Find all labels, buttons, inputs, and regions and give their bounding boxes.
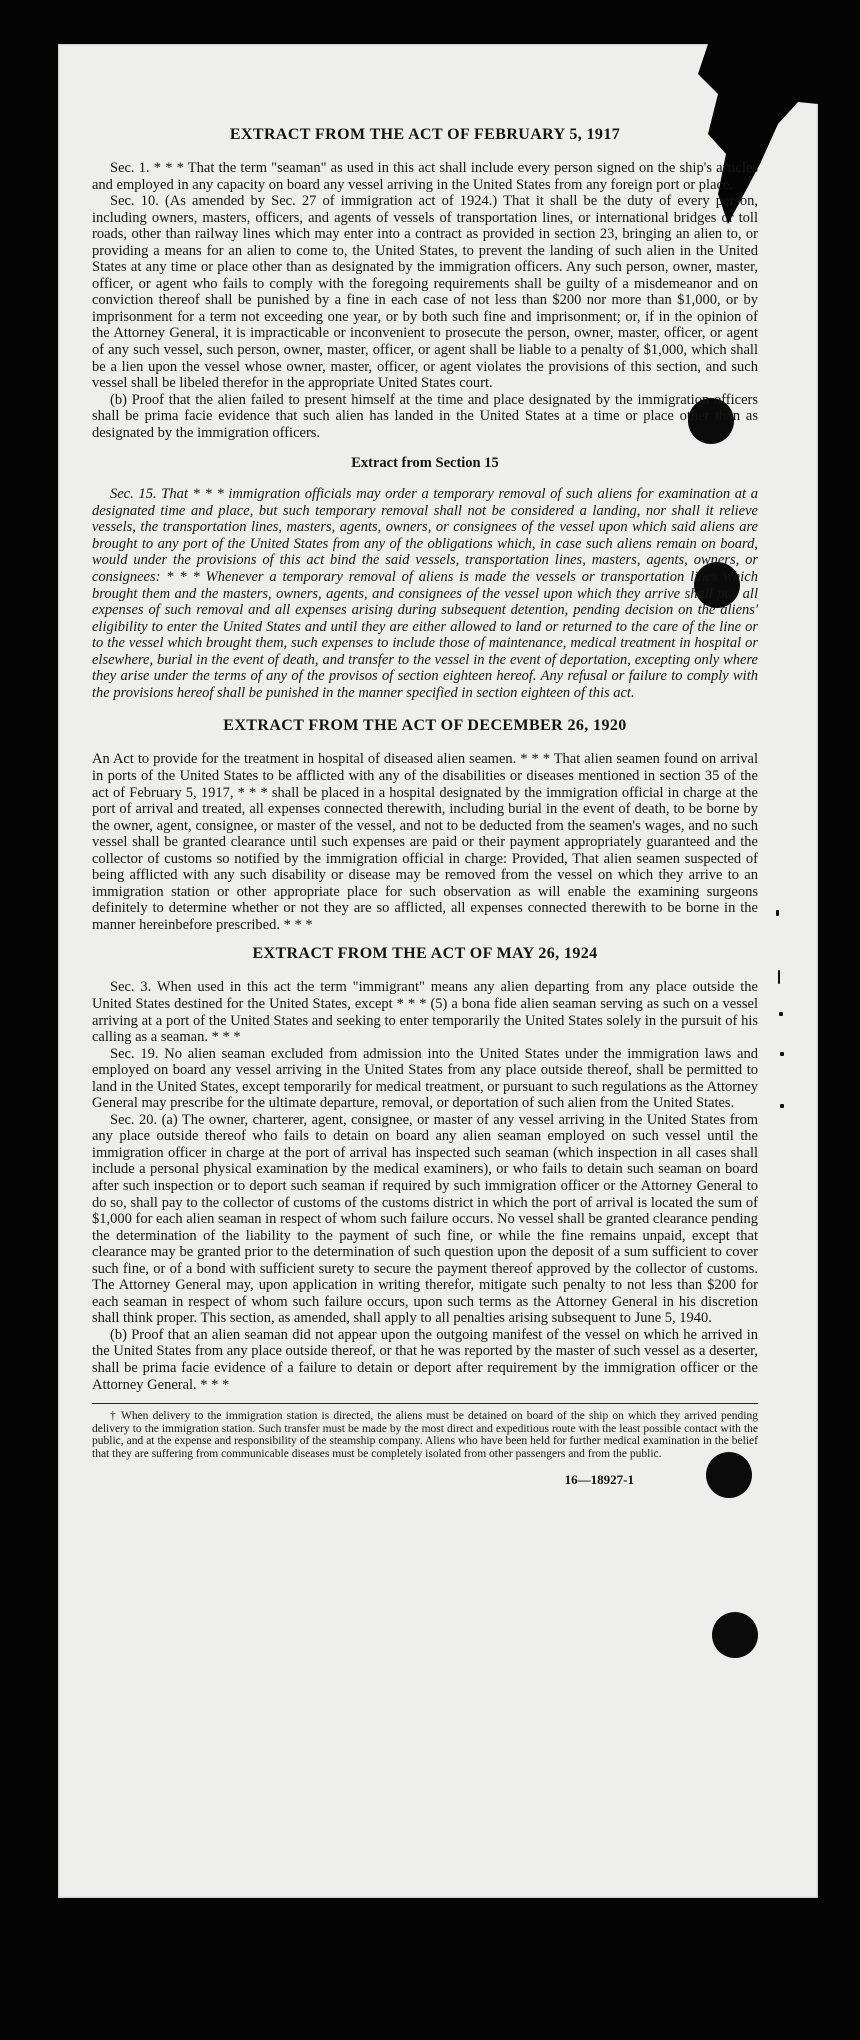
punch-hole — [712, 1612, 758, 1658]
section-heading: EXTRACT FROM THE ACT OF DECEMBER 26, 1920 — [223, 717, 627, 735]
margin-mark — [776, 910, 779, 916]
footnote: † When delivery to the immigration station is directed, the aliens must be detained on board of the ship on which they arrived pending delivery to the immigration station. Such transfer must be made by the most direct and expeditious route with the least possible contact with the public, and at the expense and responsibility of the steamship company. Aliens who have been held for further medical examination in the belief that they are suffering from communicable diseases must be completely isolated from other passengers and from the public. — [92, 1410, 758, 1460]
document-body — [92, 126, 758, 1489]
paragraph: Sec. 1. * * * That the term "seaman" as used in this act shall include every person signed on the ship's articles and employed in any capacity on board any vessel arriving in the United States from any foreign port or place. — [92, 160, 758, 193]
paragraph: (b) Proof that an alien seaman did not appear upon the outgoing manifest of the vessel on which he arrived in the United States from any place outside thereof, or that he was reported by the master of such vessel as a deserter, shall be prima facie evidence of a failure to detain or deport after requirement by the immigration officer or the Attorney General. * * * — [92, 1326, 758, 1393]
paragraph: Sec. 19. No alien seaman excluded from admission into the United States under the immigration laws and employed on board any vessel arriving in the United States from any place outside thereof, shall be permitted to land in the United States, except temporarily for medical treatment, or pursuant to such regulations as the Attorney General may prescribe for the ultimate departure, removal, or deportation of such alien from the United States. — [92, 1045, 758, 1112]
section-heading: EXTRACT FROM THE ACT OF MAY 26, 1924 — [252, 945, 598, 963]
paragraph: An Act to provide for the treatment in hospital of diseased alien seamen. * * * That alien seamen found on arrival in ports of the United States to be afflicted with any of the disabilities or diseases mentioned in section 35 of the act of February 5, 1917, * * * shall be placed in a hospital designated by the immigration official in charge at the port of arrival and treated, all expenses connected therewith, including burial in the event of death, to be borne by the owner, agent, consignee, or master of the vessel, and not to be deducted from the seamen's wages, and no such vessel shall be granted clearance until such expenses are paid or their payment appropriately guaranteed and the collector of customs so notified by the immigration official in charge: Provided, That alien seamen suspected of being afflicted with any such disability or disease may be removed from the vessel on which they arrive to an immigration station or other appropriate place for such observation as will enable the examining surgeons definitely to determine whether or not they are so afflicted, all expenses connected therewith to be borne in the manner hereinbefore prescribed. * * * — [92, 751, 758, 933]
paragraph: (b) Proof that the alien failed to present himself at the time and place designated by the immigration officers shall be prima facie evidence that such alien has landed in the United States at a time or place other than as designated by the immigration officers. — [92, 391, 758, 441]
section-heading: Extract from Section 15 — [351, 455, 499, 472]
form-code: 16—18927-1 — [564, 1472, 634, 1488]
margin-mark — [779, 1012, 783, 1016]
margin-mark — [780, 1052, 784, 1056]
paragraph: Sec. 15. That * * * immigration officials may order a temporary removal of such aliens for examination at a designated time and place, but such temporary removal shall not be considered a landing, nor shall it relieve vessels, the transportation lines, masters, agents, owners, or consignees of the vessel upon which said aliens are brought to any port of the United States from any of the obligations which, in case such aliens remain on board, would under the provisions of this act bind the said vessels, transportation lines, masters, agents, owners, or consignees: * * * Whenever a temporary removal of aliens is made the vessels or transportation lines which brought them and the masters, owners, agents, and consignees of the vessel upon which they arrive shall pay all expenses of such removal and all expenses arising during subsequent detention, pending decision on the aliens' eligibility to enter the United States and until they are either allowed to land or returned to the care of the line or to the vessel which brought them, such expenses to include those of maintenance, medical treatment in hospital or elsewhere, burial in the event of death, and transfer to the vessel in the event of deportation, excepting only where they arise under the terms of any of the provisos of section eighteen hereof. Any refusal or failure to comply with the provisions hereof shall be punished in the manner specified in section eighteen of this act. — [92, 486, 758, 701]
margin-mark — [778, 970, 780, 984]
paragraph: Sec. 10. (As amended by Sec. 27 of immigration act of 1924.) That it shall be the duty of every person, including owners, masters, officers, and agents of vessels of transportation lines, or international bridges or toll roads, other than railway lines which may enter into a contract as provided in section 23, bringing an alien to, or providing a means for an alien to come to, the United States, to prevent the landing of such alien in the United States at any time or place other than as designated by the immigration officers. Any such person, owner, master, officer, or agent who fails to comply with the foregoing requirements shall be guilty of a misdemeanor and on conviction thereof shall be punished by a fine in each case of not less than $200 nor more than $1,000, or by imprisonment for a term not exceeding one year, or by both such fine and imprisonment; or, if in the opinion of the Attorney General, it is impracticable or inconvenient to prosecute the person, owner, master, officer, or agent of any such vessel, such person, owner, master, officer, or agent shall be liable to a penalty of $1,000, which shall be a lien upon the vessel whose owner, master, officer, or agent violates the provisions of this section, and such vessel shall be libeled therefor in the appropriate United States court. — [92, 193, 758, 392]
section-heading: EXTRACT FROM THE ACT OF FEBRUARY 5, 1917 — [229, 126, 621, 143]
paragraph: Sec. 20. (a) The owner, charterer, agent, consignee, or master of any vessel arriving in the United States from any place outside thereof who fails to detain on board any alien seaman employed on such vessel until the immigration officer in charge at the port of arrival has inspected such seaman (which inspection in all cases shall include a personal physical examination by the medical examiners), or who fails to detain such seaman on board after such inspection or to deport such seaman if required by such immigration officer or the Attorney General to do so, shall pay to the collector of customs of the customs district in which the port of arrival is located the sum of $1,000 for each alien seaman in respect of whom such failure occurs. No vessel shall be granted clearance pending the determination of the liability to the payment of such fine, or while the fine remains unpaid, except that clearance may be granted prior to the determination of such question upon the deposit of a sum sufficient to cover such fine, or of a bond with sufficient surety to secure the payment thereof approved by the collector of customs. The Attorney General may, upon application in writing therefor, mitigate such penalty to not less than $200 for each seaman in respect of whom such failure occurs, upon such terms as the Attorney General in his discretion shall think proper. This section, as amended, shall apply to all penalties arising subsequent to June 5, 1940. — [92, 1111, 758, 1327]
margin-mark — [780, 1104, 784, 1108]
paragraph: Sec. 3. When used in this act the term "immigrant" means any alien departing from any place outside the United States destined for the United States, except * * * (5) a bona fide alien seaman serving as such on a vessel arriving at a port of the United States and seeking to enter temporarily the United States solely in the pursuit of his calling as a seaman. * * * — [92, 979, 758, 1046]
